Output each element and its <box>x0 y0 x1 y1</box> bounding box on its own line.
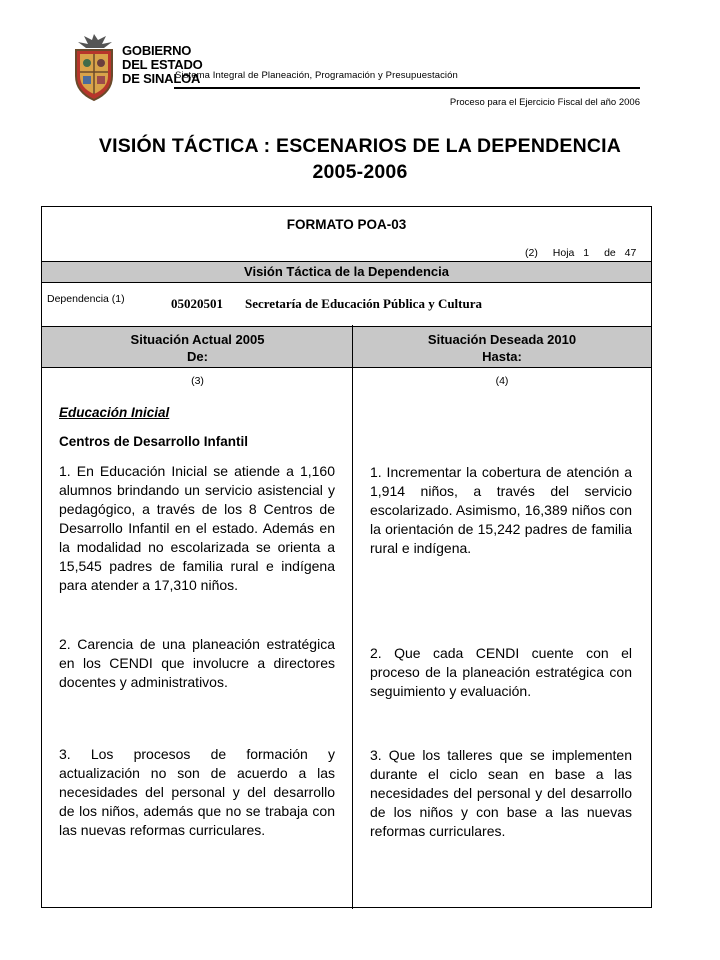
section-title: Educación Inicial <box>59 405 170 420</box>
column-headers <box>42 326 651 368</box>
dependencia-label: Dependencia (1) <box>47 293 125 305</box>
section-band-title: Visión Táctica de la Dependencia <box>42 261 651 283</box>
dependencia-code: 05020501 <box>171 296 223 311</box>
desired-situation-header: Situación Deseada 2010 Hasta: <box>427 332 577 364</box>
government-name: GOBIERNO DEL ESTADO DE SINALOA <box>122 43 203 86</box>
sheet-indicator: (2) Hoja 1 de 47 <box>525 247 637 259</box>
header-divider <box>174 87 640 89</box>
form-code: FORMATO POA-03 <box>286 217 407 232</box>
current-ref-number: (3) <box>191 375 204 387</box>
state-coat-of-arms-logo <box>68 32 120 102</box>
desired-item-3: 3. Que los talleres que se implementen durante el ciclo sean en base a las necesidades del personal y del desarrollo de los niños y con base a las nuevas reformas curriculares. <box>370 747 632 839</box>
desired-item-2: 2. Que cada CENDI cuente con el proceso de la planeación estratégica con seguimiento y evaluación. <box>370 645 632 699</box>
fiscal-year-note: Proceso para el Ejercicio Fiscal del año 2006 <box>449 97 640 108</box>
current-item-1: 1. En Educación Inicial se atiende a 1,160 alumnos brindando un servicio asistencial y pedagógico, a través de los 8 Centros de Desarrollo Infantil en el estado. Además en la modalidad no escolarizada se orienta a 15,545 padres de familia rural e indígena para atender a 17,310 niños. <box>59 463 335 593</box>
column-divider <box>352 325 353 909</box>
desired-ref-number: (4) <box>495 375 509 387</box>
current-item-3: 3. Los procesos de formación y actualización no son de acuerdo a las necesidades del personal y del desarrollo de los niños, además que no se trabaja con las nuevas reformas curriculares. <box>59 746 335 838</box>
current-item-2: 2. Carencia de una planeación estratégica en los CENDI que involucre a directores docentes y administrativos. <box>59 636 335 690</box>
page-title: VISIÓN TÁCTICA : ESCENARIOS DE LA DEPENDENCIA 2005-2006 <box>98 135 622 183</box>
desired-item-1: 1. Incrementar la cobertura de atención a 1,914 niños, a través del servicio escolarizado. Asimismo, 16,389 niños con la orientación de 15,242 padres de familia rural e indígena. <box>370 464 632 556</box>
system-title: Sistema Integral de Planeación, Programación y Presupuestación <box>175 70 458 81</box>
section-subtitle: Centros de Desarrollo Infantil <box>59 434 249 449</box>
dependencia-name: Secretaría de Educación Pública y Cultura <box>245 296 483 311</box>
current-situation-header: Situación Actual 2005 De: <box>130 332 265 364</box>
